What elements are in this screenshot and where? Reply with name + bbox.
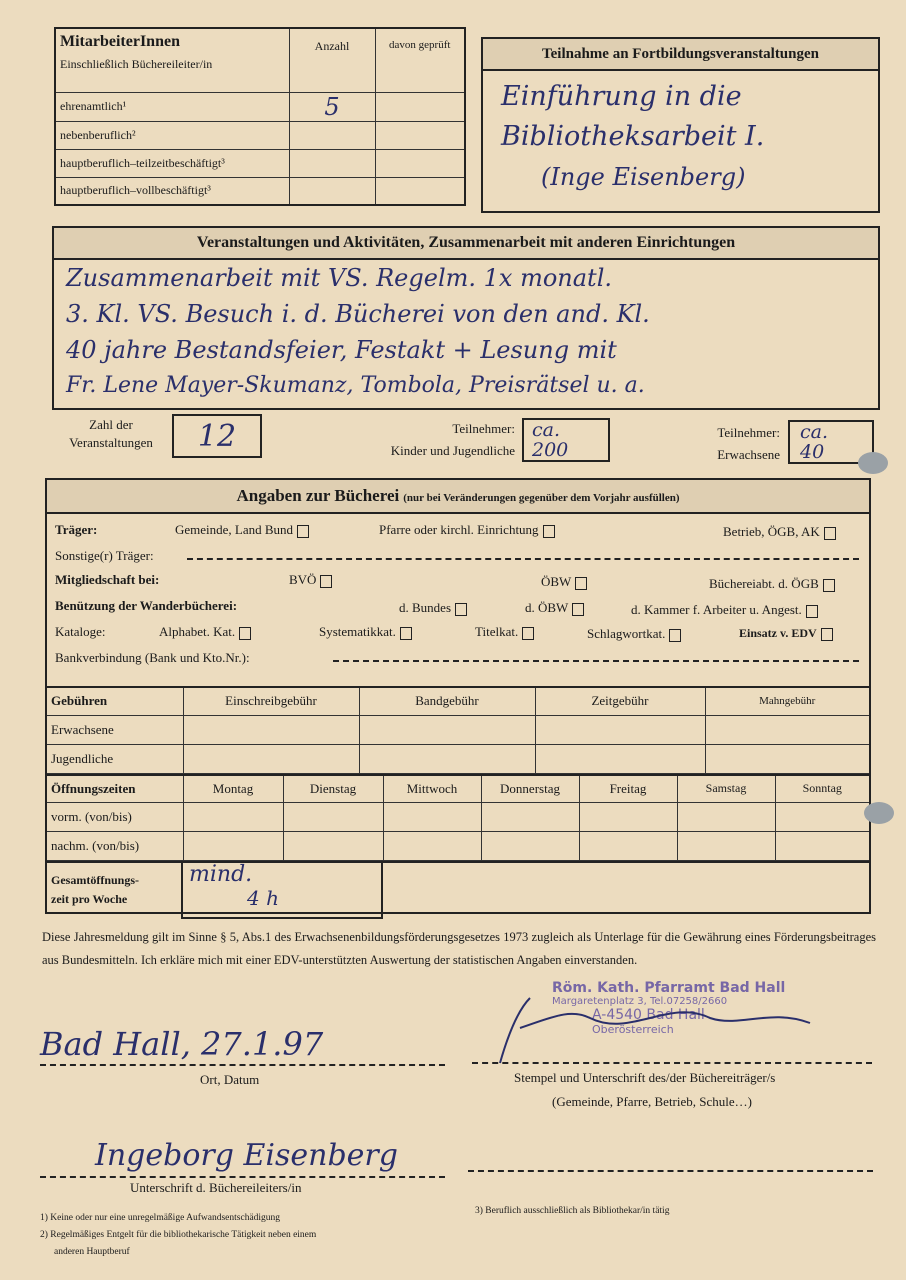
- library-title-note: (nur bei Veränderungen gegenüber dem Vorjahr ausfüllen): [403, 492, 680, 504]
- library-box: [45, 478, 871, 914]
- sonstige-traeger-label: Sonstige(r) Träger:: [55, 548, 154, 563]
- mitglied-oebw-option[interactable]: [541, 574, 587, 590]
- library-title-bar: [47, 480, 869, 514]
- wander-oebw-checkbox[interactable]: [572, 603, 584, 616]
- hours-cell[interactable]: [183, 803, 283, 832]
- staff-col-checked: davon geprüft: [375, 28, 465, 92]
- traeger-betrieb-checkbox[interactable]: [824, 527, 836, 540]
- kat-titel-option[interactable]: [475, 624, 534, 640]
- adult-participants-label: [680, 422, 780, 466]
- kat-system-label: Systematikkat.: [319, 624, 396, 639]
- wander-bundes-checkbox[interactable]: [455, 603, 467, 616]
- hours-cell[interactable]: [481, 803, 579, 832]
- footnote-2: 2) Regelmäßiges Entgelt für die bibliothekarische Tätigkeit neben einem: [40, 1230, 317, 1240]
- staff-count-value[interactable]: [289, 121, 375, 149]
- staff-row: [55, 92, 465, 121]
- hours-cell[interactable]: [383, 832, 481, 861]
- traeger-label: Träger:: [55, 522, 98, 537]
- fees-cell[interactable]: [535, 744, 705, 773]
- fees-cell[interactable]: [705, 715, 869, 744]
- sonstige-traeger-line[interactable]: [187, 546, 859, 560]
- staff-header-subtitle: Einschließlich Büchereileiter/in: [60, 57, 213, 71]
- stamp-line: Röm. Kath. Pfarramt Bad Hall: [552, 980, 786, 996]
- mitglied-oegb-option[interactable]: [709, 576, 835, 592]
- staff-checked-value[interactable]: [375, 149, 465, 177]
- staff-header-title: MitarbeiterInnen: [60, 33, 180, 50]
- fees-col-header: Einschreibgebühr: [183, 687, 359, 715]
- adults-value-line1: ca.: [800, 421, 829, 443]
- hours-row: [47, 803, 869, 832]
- fees-col-header: Bandgebühr: [359, 687, 535, 715]
- fees-cell[interactable]: [535, 715, 705, 744]
- wander-oebw-option[interactable]: [525, 600, 584, 616]
- wander-oebw-label: d. ÖBW: [525, 600, 569, 615]
- hours-header-label: Öffnungszeiten: [47, 775, 183, 803]
- wander-label: Benützung der Wanderbücherei:: [55, 598, 238, 613]
- events-count-label-line1: Zahl der: [89, 417, 133, 432]
- kat-alphabet-option[interactable]: [159, 624, 251, 640]
- hours-cell[interactable]: [579, 832, 677, 861]
- hours-cell[interactable]: [481, 832, 579, 861]
- total-hours-value-line1: mind.: [189, 862, 253, 887]
- total-hours-label: [51, 871, 139, 909]
- library-details: [47, 514, 869, 686]
- kids-participants-field[interactable]: [522, 418, 610, 462]
- place-date-label: Ort, Datum: [200, 1072, 260, 1087]
- hours-day-header: Montag: [183, 775, 283, 803]
- fees-header-label: Gebühren: [47, 687, 183, 715]
- staff-count-value[interactable]: [289, 149, 375, 177]
- mitglied-oebw-label: ÖBW: [541, 574, 572, 589]
- events-title: Veranstaltungen und Aktivitäten, Zusammenarbeit mit anderen Einrichtungen: [54, 228, 878, 260]
- mitglied-label: Mitgliedschaft bei:: [55, 572, 160, 587]
- kat-system-option[interactable]: [319, 624, 412, 640]
- traeger-pfarre-checkbox[interactable]: [543, 525, 555, 538]
- traeger-gemeinde-label: Gemeinde, Land Bund: [175, 522, 294, 537]
- traeger-betrieb-option[interactable]: [723, 524, 836, 540]
- kat-edv-checkbox[interactable]: [821, 628, 833, 641]
- staff-table: [54, 27, 466, 206]
- kat-titel-label: Titelkat.: [475, 624, 519, 639]
- stamp-line: Margaretenplatz 3, Tel.07258/2660: [552, 996, 728, 1007]
- adults-value-line2: 40: [800, 441, 825, 463]
- events-count-label-line2: Veranstaltungen: [69, 435, 153, 450]
- staff-row-label: hauptberuflich–vollbeschäftigt³: [55, 177, 289, 205]
- events-count-field[interactable]: 12: [172, 414, 262, 458]
- kids-value-line1: ca.: [532, 419, 561, 441]
- traeger-gemeinde-option[interactable]: [175, 522, 309, 538]
- kids-participants-label: [355, 418, 515, 462]
- fees-row: [47, 744, 869, 773]
- leader-signature-label: Unterschrift d. Büchereileiters/in: [130, 1180, 302, 1195]
- events-line: Fr. Lene Mayer-Skumanz, Tombola, Preisrätsel u. a.: [66, 373, 645, 398]
- kat-titel-checkbox[interactable]: [522, 627, 534, 640]
- hours-cell[interactable]: [775, 803, 869, 832]
- stamp-line: Oberösterreich: [592, 1023, 674, 1036]
- wander-kammer-option[interactable]: [631, 602, 818, 618]
- traeger-pfarre-label: Pfarre oder kirchl. Einrichtung: [379, 522, 539, 537]
- kataloge-label: Kataloge:: [55, 624, 106, 639]
- fees-row: [47, 715, 869, 744]
- footnotes-left: [40, 1210, 316, 1261]
- total-hours-value-line2: 4 h: [247, 886, 279, 910]
- hours-row-label: vorm. (von/bis): [47, 803, 183, 832]
- mitglied-oebw-checkbox[interactable]: [575, 577, 587, 590]
- staff-checked-value[interactable]: [375, 177, 465, 205]
- hours-cell[interactable]: [183, 832, 283, 861]
- events-line: 40 jahre Bestandsfeier, Festakt + Lesung mit: [66, 336, 617, 364]
- wander-bundes-option[interactable]: [399, 600, 467, 616]
- training-line: (Inge Eisenberg): [541, 163, 746, 191]
- punch-hole: [858, 452, 888, 474]
- mitglied-bvoe-label: BVÖ: [289, 572, 317, 587]
- mitglied-bvoe-checkbox[interactable]: [320, 575, 332, 588]
- bank-line[interactable]: [333, 648, 859, 662]
- total-hours-label-line1: Gesamtöffnungs-: [51, 873, 140, 887]
- kat-schlagwort-label: Schlagwortkat.: [587, 626, 666, 641]
- staff-row: [55, 121, 465, 149]
- fees-cell[interactable]: [359, 715, 535, 744]
- kat-schlagwort-checkbox[interactable]: [669, 629, 681, 642]
- hours-row: [47, 832, 869, 861]
- staff-col-count: Anzahl: [289, 28, 375, 92]
- kids-value-line2: 200: [532, 439, 569, 461]
- training-entry[interactable]: [483, 71, 878, 203]
- events-line: 3. Kl. VS. Besuch i. d. Bücherei von den and. Kl.: [66, 300, 650, 328]
- wander-kammer-label: d. Kammer f. Arbeiter u. Angest.: [631, 602, 802, 617]
- footnote-3: 3) Beruflich ausschließlich als Bibliothekar/in tätig: [475, 1206, 670, 1216]
- adults-label-line2: Erwachsene: [717, 447, 780, 462]
- leader-signature-field[interactable]: Ingeborg Eisenberg: [40, 1136, 445, 1178]
- fees-cell[interactable]: [359, 744, 535, 773]
- hours-day-header: Dienstag: [283, 775, 383, 803]
- hours-day-header: Samstag: [677, 775, 775, 803]
- staff-row: [55, 177, 465, 205]
- mitglied-bvoe-option[interactable]: [289, 572, 332, 588]
- hours-day-header: Sonntag: [775, 775, 869, 803]
- fees-col-header: Mahngebühr: [705, 687, 869, 715]
- staff-header-cell: [55, 28, 289, 92]
- hours-cell[interactable]: [677, 832, 775, 861]
- wander-bundes-label: d. Bundes: [399, 600, 451, 615]
- hours-cell[interactable]: [283, 832, 383, 861]
- hours-cell[interactable]: [677, 803, 775, 832]
- training-line: Einführung in die: [501, 81, 742, 112]
- hours-cell[interactable]: [283, 803, 383, 832]
- training-box: [481, 37, 880, 213]
- hours-cell[interactable]: [775, 832, 869, 861]
- training-title: Teilnahme an Fortbildungsveranstaltungen: [483, 39, 878, 71]
- footnote-2-cont: anderen Hauptberuf: [54, 1247, 130, 1257]
- hours-day-header: Donnerstag: [481, 775, 579, 803]
- hours-cell[interactable]: [383, 803, 481, 832]
- bank-label: Bankverbindung (Bank und Kto.Nr.):: [55, 650, 250, 665]
- kat-edv-label: Einsatz v. EDV: [739, 626, 817, 640]
- total-hours-field[interactable]: [181, 861, 383, 919]
- fees-row-label: Jugendliche: [47, 744, 183, 773]
- fees-table: [47, 686, 869, 774]
- events-count-label: [56, 416, 166, 452]
- fees-col-header: Zeitgebühr: [535, 687, 705, 715]
- staff-count-value[interactable]: 5: [289, 92, 375, 121]
- kat-alphabet-label: Alphabet. Kat.: [159, 624, 236, 639]
- hours-day-header: Freitag: [579, 775, 677, 803]
- hours-cell[interactable]: [579, 803, 677, 832]
- staff-count-value[interactable]: [289, 177, 375, 205]
- declaration-text: Diese Jahresmeldung gilt im Sinne § 5, Abs.1 des Erwachsenenbildungsförderungsgesetzes 1973 zugleich als Unterlage für die Gewährung eines Förderungsbeitrages aus Bundesmitteln. Ich erkläre mich mit einer EDV-unterstützten Auswertung der statistischen Angaben einverstanden.: [42, 930, 876, 967]
- adults-label-line1: Teilnehmer:: [717, 425, 780, 440]
- events-line: Zusammenarbeit mit VS. Regelm. 1x monatl.: [66, 264, 612, 292]
- fees-cell[interactable]: [183, 744, 359, 773]
- hours-day-header: Mittwoch: [383, 775, 481, 803]
- place-date-field[interactable]: Bad Hall, 27.1.97: [40, 1024, 445, 1066]
- kids-label-line1: Teilnehmer:: [452, 421, 515, 436]
- events-box: [52, 226, 880, 410]
- stamp-sublabel: (Gemeinde, Pfarre, Betrieb, Schule…): [552, 1094, 752, 1109]
- staff-checked-value[interactable]: [375, 121, 465, 149]
- mitglied-oegb-checkbox[interactable]: [823, 579, 835, 592]
- traeger-betrieb-label: Betrieb, ÖGB, AK: [723, 524, 820, 539]
- kat-edv-option[interactable]: [739, 626, 833, 641]
- staff-row-label: hauptberuflich–teilzeitbeschäftigt³: [55, 149, 289, 177]
- traeger-gemeinde-checkbox[interactable]: [297, 525, 309, 538]
- footnote-1: 1) Keine oder nur eine unregelmäßige Aufwandsentschädigung: [40, 1213, 281, 1223]
- events-entry[interactable]: [54, 260, 878, 404]
- training-line: Bibliotheksarbeit I.: [501, 121, 765, 152]
- stamp-line: A-4540 Bad Hall: [592, 1007, 705, 1023]
- staff-row-label: ehrenamtlich¹: [55, 92, 289, 121]
- total-hours-row: [47, 861, 869, 921]
- staff-row: [55, 149, 465, 177]
- staff-checked-value[interactable]: [375, 92, 465, 121]
- mitglied-oegb-label: Büchereiabt. d. ÖGB: [709, 576, 819, 591]
- fees-row-label: Erwachsene: [47, 715, 183, 744]
- staff-row-label: nebenberuflich²: [55, 121, 289, 149]
- punch-hole: [864, 802, 894, 824]
- hours-table: [47, 774, 869, 862]
- kids-label-line2: Kinder und Jugendliche: [390, 443, 515, 458]
- kat-alphabet-checkbox[interactable]: [239, 627, 251, 640]
- stamp-label: Stempel und Unterschrift des/der Büchereiträger/s: [514, 1070, 776, 1085]
- hours-row-label: nachm. (von/bis): [47, 832, 183, 861]
- fees-cell[interactable]: [705, 744, 869, 773]
- kat-system-checkbox[interactable]: [400, 627, 412, 640]
- total-hours-label-line2: zeit pro Woche: [51, 892, 128, 906]
- library-title: Angaben zur Bücherei: [236, 486, 400, 505]
- traeger-pfarre-option[interactable]: [379, 522, 555, 538]
- fees-cell[interactable]: [183, 715, 359, 744]
- stamp-signature-scribble: [490, 968, 820, 1068]
- wander-kammer-checkbox[interactable]: [806, 605, 818, 618]
- kat-schlagwort-option[interactable]: [587, 626, 681, 642]
- second-signature-line[interactable]: [468, 1170, 873, 1172]
